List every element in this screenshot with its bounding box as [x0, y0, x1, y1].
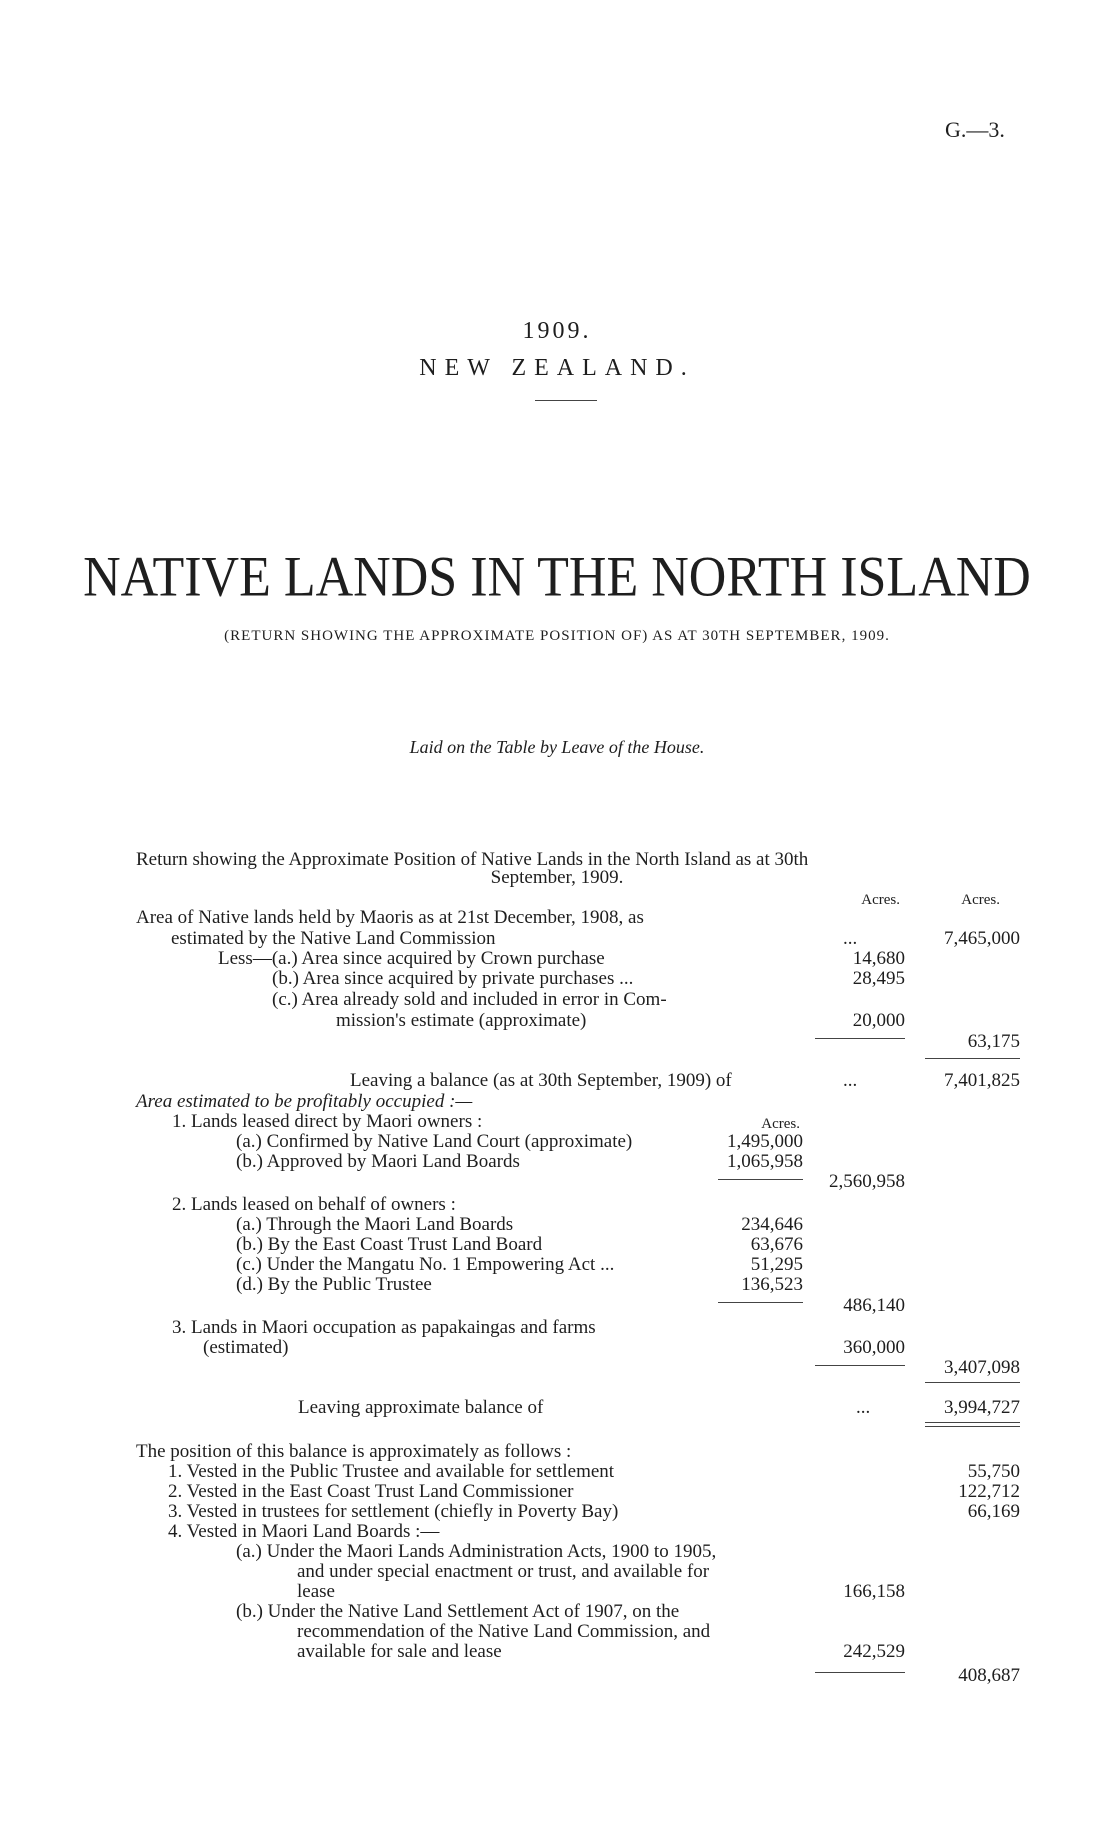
header-rule: [535, 400, 597, 401]
document-title: NATIVE LANDS IN THE NORTH ISLAND: [83, 546, 1031, 609]
section-2c-label: (c.) Under the Mangatu No. 1 Empowering Act ...: [236, 1254, 615, 1275]
document-subtitle: (RETURN SHOWING THE APPROXIMATE POSITION OF) AS AT 30TH SEPTEMBER, 1909.: [224, 628, 890, 644]
position-3-value: 66,169: [967, 1501, 1020, 1522]
position-4a-line-2: and under special enactment or trust, and available for: [297, 1561, 710, 1582]
position-4b-line-2: recommendation of the Native Land Commission, and: [297, 1621, 711, 1642]
area-total: 7,465,000: [944, 928, 1020, 949]
balance-2-value: 3,994,727: [944, 1397, 1020, 1418]
area-line-2: estimated by the Native Land Commission: [171, 928, 496, 949]
section-1a-value: 1,495,000: [727, 1131, 803, 1152]
section-1-label: 1. Lands leased direct by Maori owners :: [172, 1111, 483, 1132]
position-4-label: 4. Vested in Maori Land Boards :—: [168, 1521, 440, 1542]
position-4-total: 408,687: [958, 1665, 1020, 1686]
section-2c-value: 51,295: [750, 1254, 803, 1275]
return-heading-line-1: Return showing the Approximate Position of Native Lands in the North Island as at 30th: [136, 849, 809, 870]
section-2d-value: 136,523: [741, 1274, 803, 1295]
balance-1-dots: ...: [843, 1070, 858, 1091]
position-4a-line-3: lease: [297, 1581, 335, 1602]
section-1-acres-header: Acres.: [761, 1116, 800, 1132]
position-2-label: 2. Vested in the East Coast Trust Land Commissioner: [168, 1481, 574, 1502]
position-4b-line-3: available for sale and lease: [297, 1641, 502, 1662]
less-total: 63,175: [967, 1031, 1020, 1052]
position-4a-value: 166,158: [843, 1581, 905, 1602]
less-a-value: 14,680: [852, 948, 905, 969]
less-a-label: Less—(a.) Area since acquired by Crown purchase: [218, 948, 605, 969]
year: 1909.: [522, 318, 592, 344]
section-2b-label: (b.) By the East Coast Trust Land Board: [236, 1234, 543, 1255]
position-1-label: 1. Vested in the Public Trustee and available for settlement: [168, 1461, 615, 1482]
section-2a-label: (a.) Through the Maori Land Boards: [236, 1214, 514, 1235]
country: NEW ZEALAND.: [419, 355, 695, 381]
section-3-label-2: (estimated): [203, 1337, 289, 1358]
position-4a-line-1: (a.) Under the Maori Lands Administration Acts, 1900 to 1905,: [236, 1541, 717, 1562]
estimated-heading: Area estimated to be profitably occupied :—: [136, 1091, 473, 1112]
area-dots: ...: [843, 928, 858, 949]
less-c-label-1: (c.) Area already sold and included in error in Com-: [272, 989, 667, 1010]
section-1b-value: 1,065,958: [727, 1151, 803, 1172]
section-3-label-1: 3. Lands in Maori occupation as papakaingas and farms: [172, 1317, 596, 1338]
position-3-label: 3. Vested in trustees for settlement (chiefly in Poverty Bay): [168, 1501, 619, 1522]
column-header-acres-1: Acres.: [861, 892, 900, 908]
position-1-value: 55,750: [967, 1461, 1020, 1482]
section-1a-label: (a.) Confirmed by Native Land Court (approximate): [236, 1131, 633, 1152]
position-4b-line-1: (b.) Under the Native Land Settlement Act of 1907, on the: [236, 1601, 680, 1622]
section-2b-value: 63,676: [750, 1234, 803, 1255]
balance-2-dots: ...: [856, 1397, 871, 1418]
section-3-value: 360,000: [843, 1337, 905, 1358]
less-b-value: 28,495: [852, 968, 905, 989]
balance-1-value: 7,401,825: [944, 1070, 1020, 1091]
laid-note: Laid on the Table by Leave of the House.: [409, 737, 705, 757]
column-header-acres-2: Acres.: [961, 892, 1000, 908]
balance-2-label: Leaving approximate balance of: [298, 1397, 544, 1418]
occupied-total: 3,407,098: [944, 1357, 1020, 1378]
section-1-total: 2,560,958: [829, 1171, 905, 1192]
position-4b-value: 242,529: [843, 1641, 905, 1662]
section-2-total: 486,140: [843, 1295, 905, 1316]
page-code: G.—3.: [945, 117, 1005, 142]
section-2d-label: (d.) By the Public Trustee: [236, 1274, 432, 1295]
section-2a-value: 234,646: [741, 1214, 803, 1235]
occupied-total-rule: [925, 1382, 1020, 1383]
position-2-value: 122,712: [958, 1481, 1020, 1502]
less-c-label-2: mission's estimate (approximate): [336, 1010, 587, 1031]
balance-2-rule-1: [925, 1422, 1020, 1423]
less-c-value: 20,000: [852, 1010, 905, 1031]
position-heading: The position of this balance is approximately as follows :: [136, 1441, 572, 1462]
less-b-label: (b.) Area since acquired by private purchases ...: [272, 968, 634, 989]
section-2-label: 2. Lands leased on behalf of owners :: [172, 1194, 456, 1215]
return-heading-line-2: September, 1909.: [490, 867, 624, 888]
area-line-1: Area of Native lands held by Maoris as at 21st December, 1908, as: [136, 907, 644, 928]
less-total-rule: [925, 1058, 1020, 1059]
balance-2-rule-2: [925, 1426, 1020, 1427]
balance-1-label: Leaving a balance (as at 30th September, 1909) of: [350, 1070, 732, 1091]
section-1b-label: (b.) Approved by Maori Land Boards: [236, 1151, 520, 1172]
